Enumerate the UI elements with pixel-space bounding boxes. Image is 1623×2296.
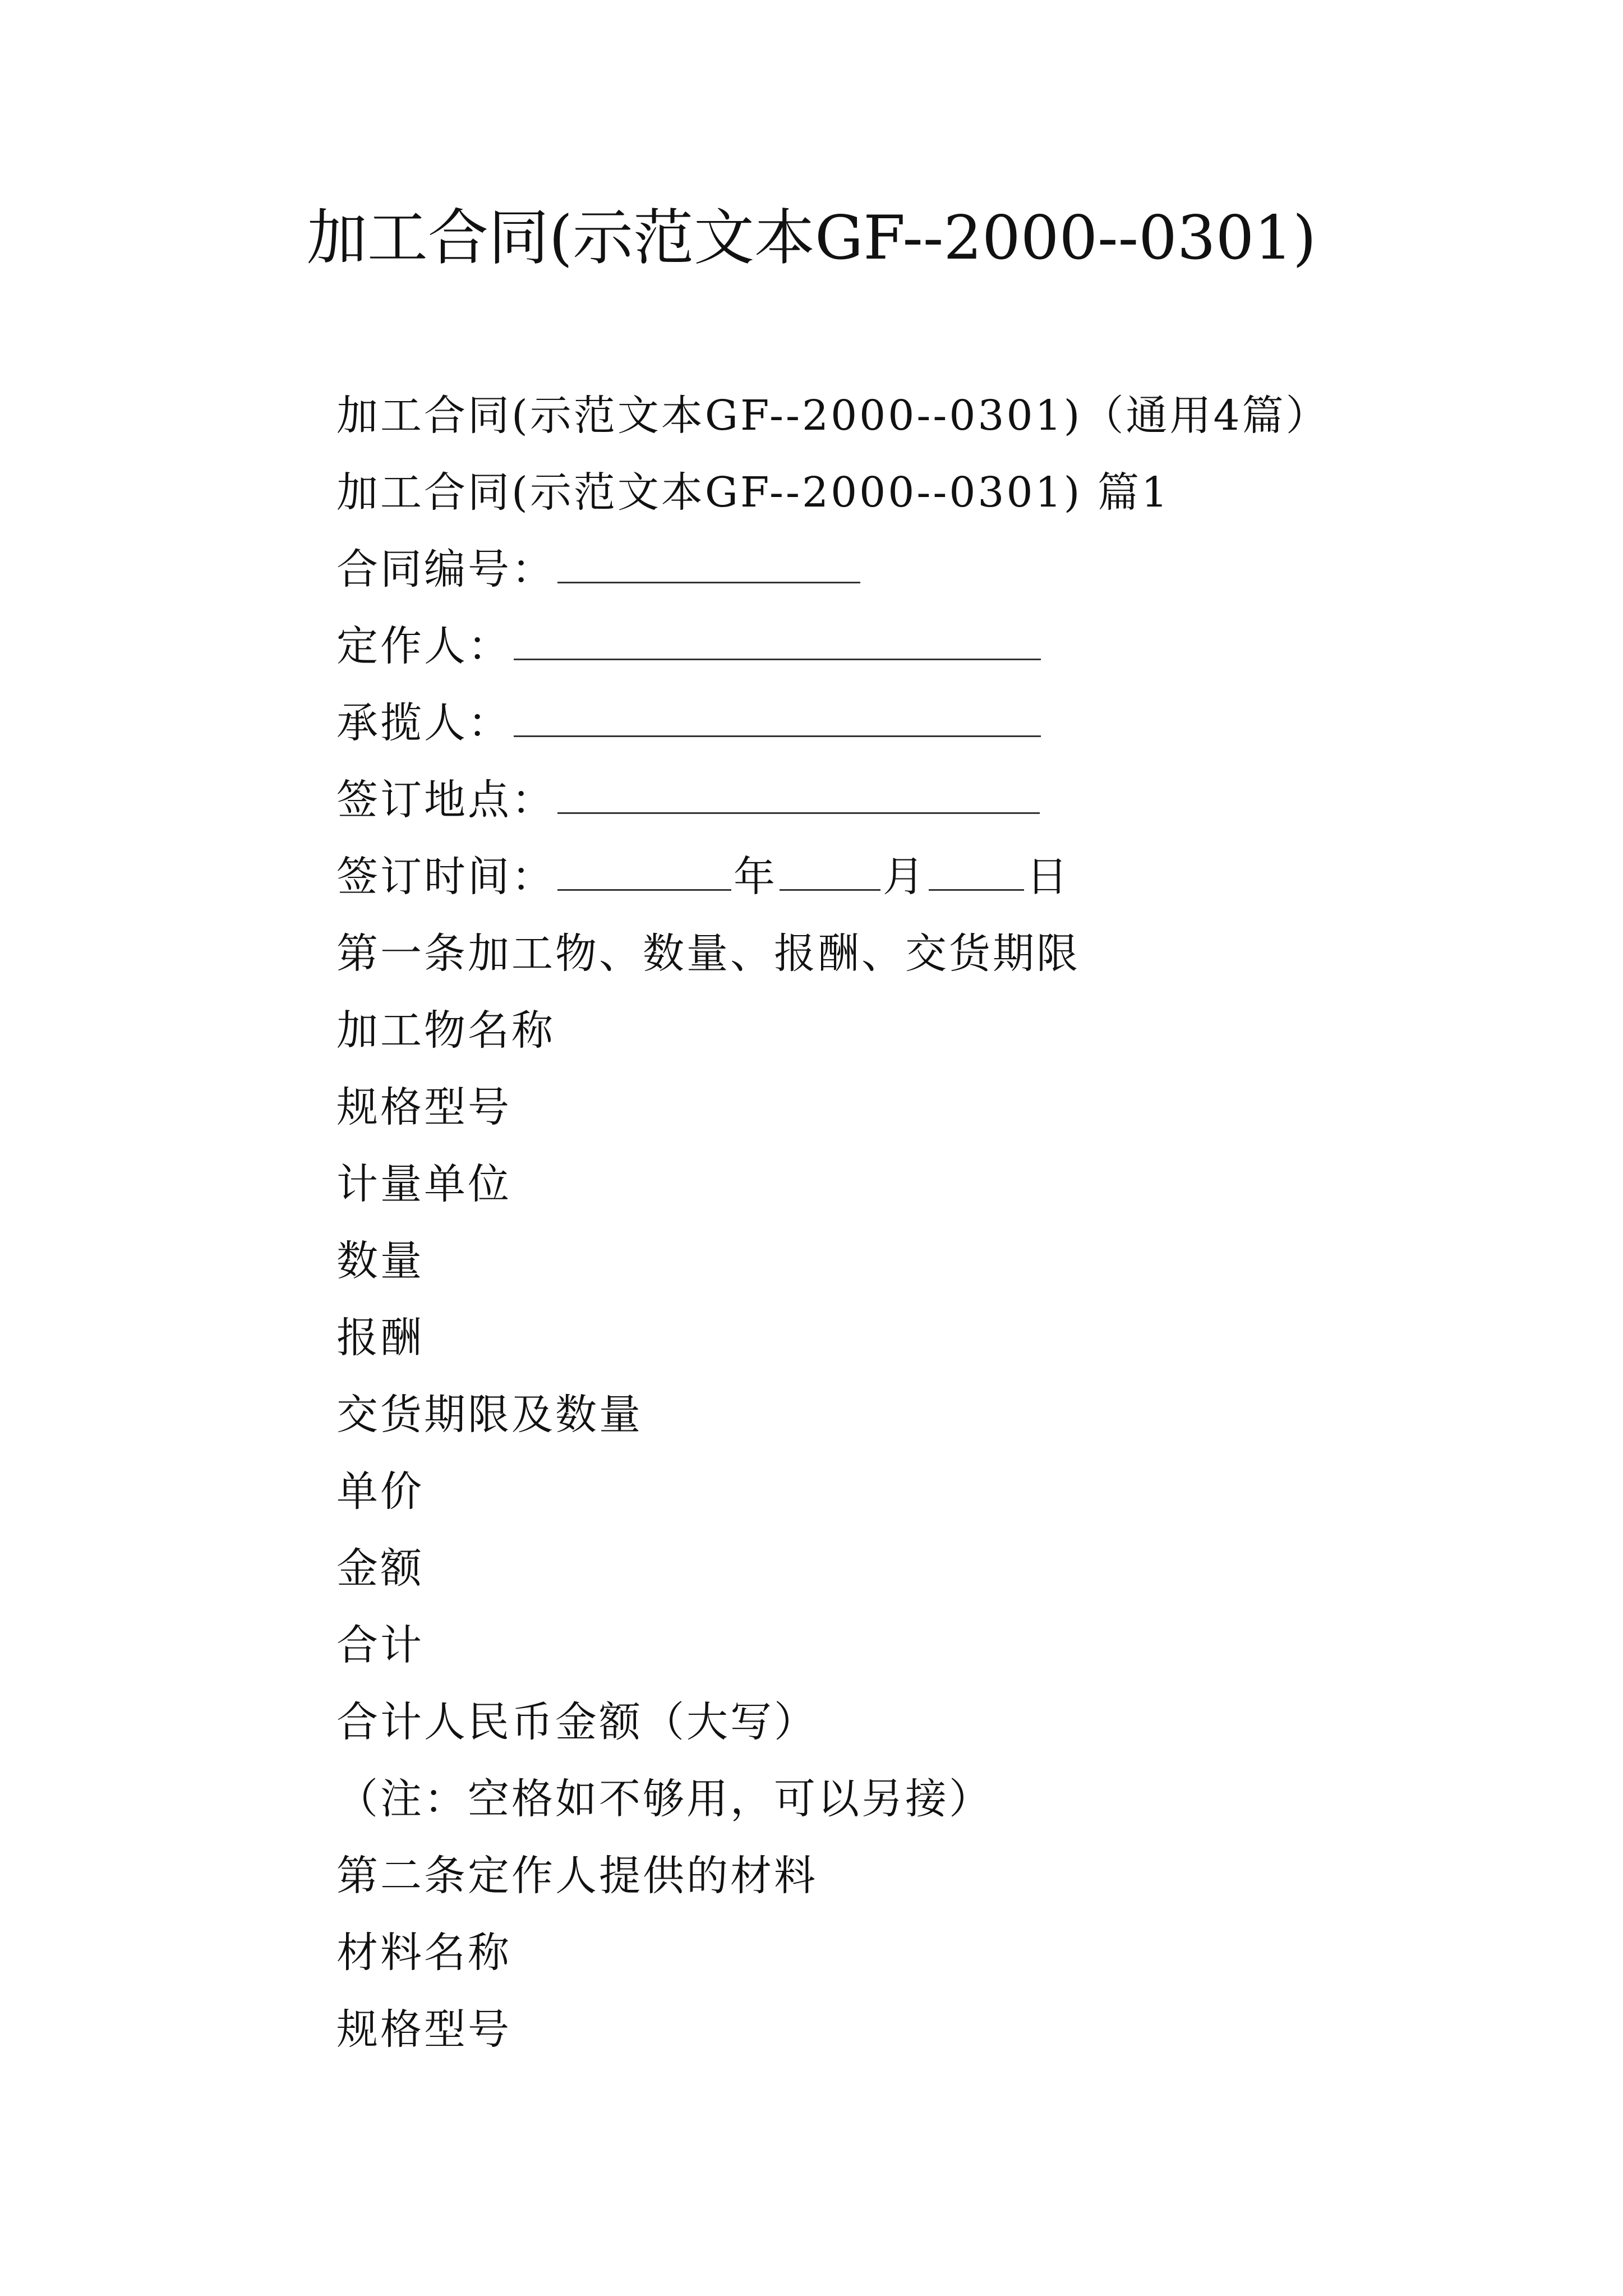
signing-place-blank[interactable] (557, 771, 1040, 814)
contractor-line (336, 692, 1514, 769)
year-label: 年 (734, 853, 777, 901)
contractor-label: 承揽人： (336, 699, 511, 747)
signing-year-blank[interactable] (557, 848, 731, 891)
unit-price: 单价 (336, 1467, 424, 1516)
orderer-label: 定作人： (336, 622, 511, 670)
part-heading: 加工合同(示范文本GF--2000--0301) 篇1 (336, 468, 1170, 517)
document-subtitle: 加工合同(示范文本GF--2000--0301)（通用4篇） (336, 392, 1330, 440)
document-title: 加工合同(示范文本GF--2000--0301) (306, 203, 1317, 273)
article-2-heading: 第二条定作人提供的材料 (336, 1852, 818, 1900)
quantity: 数量 (336, 1237, 424, 1285)
contract-number-blank[interactable] (557, 540, 860, 583)
day-label: 日 (1026, 853, 1070, 901)
unit-of-measure: 计量单位 (336, 1160, 511, 1208)
contract-number-line (336, 539, 1514, 615)
material-spec-model: 规格型号 (336, 2005, 511, 2054)
total: 合计 (336, 1621, 424, 1669)
total-rmb-capital: 合计人民币金额（大写） (336, 1698, 818, 1746)
orderer-line (336, 615, 1514, 692)
signing-place-label: 签订地点： (336, 776, 555, 824)
signing-month-blank[interactable] (780, 848, 880, 891)
delivery-term-quantity: 交货期限及数量 (336, 1391, 643, 1439)
signing-time-label: 签订时间： (336, 853, 555, 901)
material-name: 材料名称 (336, 1929, 511, 1977)
note: （注：空格如不够用，可以另接） (336, 1775, 993, 1823)
processed-item-name: 加工物名称 (336, 1006, 555, 1055)
contractor-blank[interactable] (514, 694, 1041, 737)
contract-number-label: 合同编号： (336, 545, 555, 593)
signing-place-line (336, 769, 1514, 846)
remuneration: 报酬 (336, 1314, 424, 1362)
month-label: 月 (883, 853, 926, 901)
signing-time-line (336, 846, 1514, 923)
signing-day-blank[interactable] (929, 848, 1024, 891)
amount: 金额 (336, 1544, 424, 1593)
spec-model: 规格型号 (336, 1083, 511, 1131)
document-body (336, 385, 1514, 2076)
article-1-heading: 第一条加工物、数量、报酬、交货期限 (336, 930, 1080, 978)
orderer-blank[interactable] (514, 617, 1041, 660)
